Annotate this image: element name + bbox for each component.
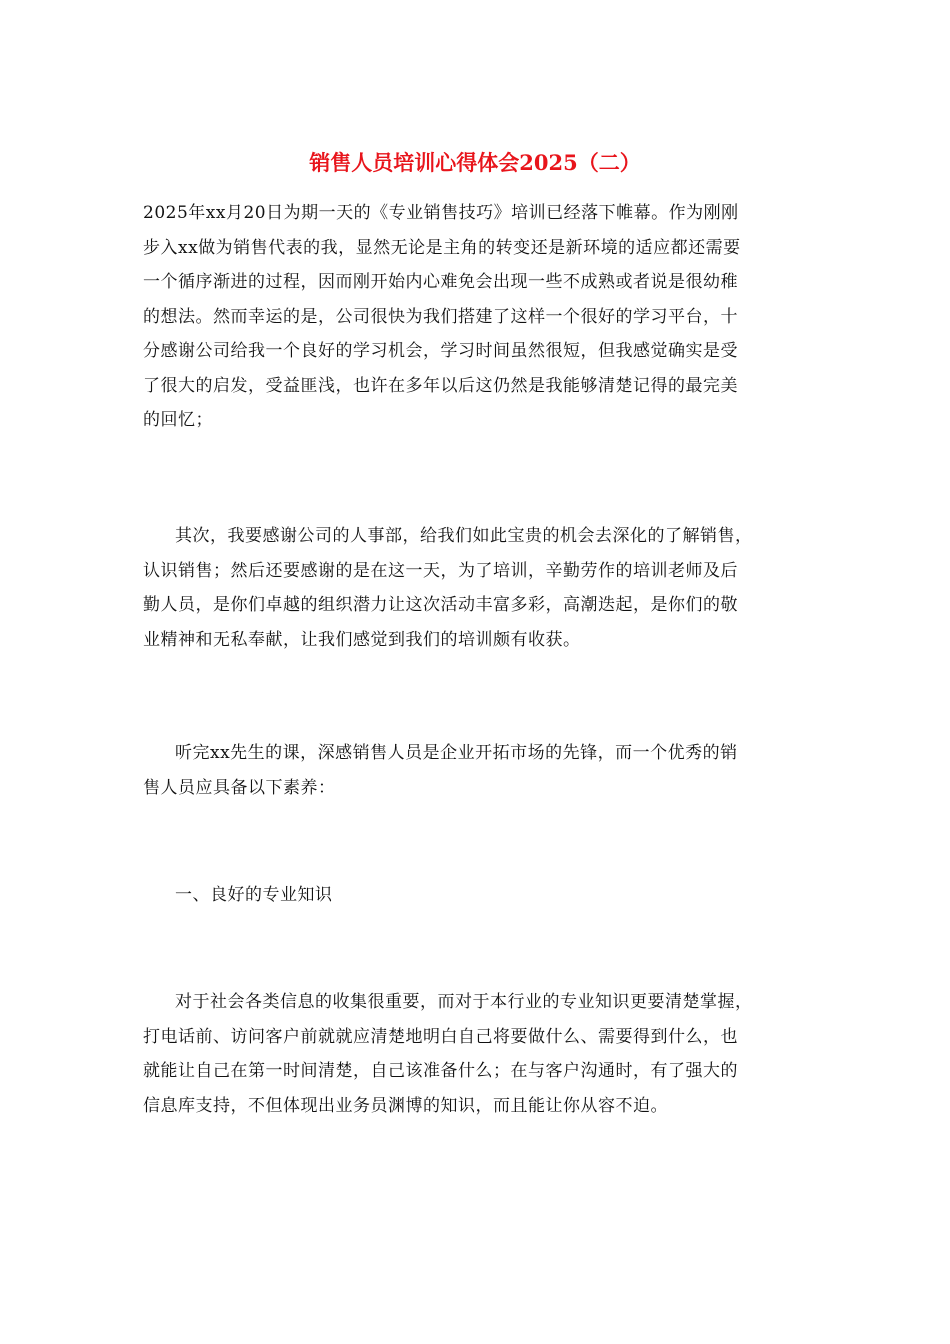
paragraph-line: 步入xx做为销售代表的我，显然无论是主角的转变还是新环境的适应都还需要 (143, 237, 741, 258)
paragraph-line: 对于社会各类信息的收集很重要，而对于本行业的专业知识更要清楚掌握， (175, 992, 753, 1012)
paragraph-line: 售人员应具备以下素养： (143, 777, 336, 798)
paragraph-line: 勤人员，是你们卓越的组织潜力让这次活动丰富多彩，高潮迭起，是你们的敬 (143, 595, 738, 615)
paragraph-thanks (143, 519, 803, 657)
paragraph-line: 打电话前、访问客户前就就应清楚地明白自己将要做什么、需要得到什么，也 (143, 1026, 738, 1047)
paragraph-line: 就能让自己在第一时间清楚，自己该准备什么；在与客户沟通时，有了强大的 (143, 1061, 738, 1081)
paragraph-line: 了很大的启发，受益匪浅，也许在多年以后这仍然是我能够清楚记得的最完美 (143, 375, 738, 396)
paragraph-knowledge (143, 985, 803, 1123)
paragraph-line: 的想法。然而幸运的是，公司很快为我们搭建了这样一个很好的学习平台，十 (143, 306, 738, 327)
paragraph-line: 听完xx先生的课，深感销售人员是企业开拓市场的先锋，而一个优秀的销 (175, 743, 738, 763)
paragraph-line: 认识销售；然后还要感谢的是在这一天，为了培训，辛勤劳作的培训老师及后 (143, 560, 738, 581)
paragraph-line: 2025年xx月20日为期一天的《专业销售技巧》培训已经落下帷幕。作为刚刚 (143, 203, 739, 223)
paragraph-line: 的回忆； (143, 410, 213, 430)
paragraph-line: 分感谢公司给我一个良好的学习机会，学习时间虽然很短，但我感觉确实是受 (143, 341, 738, 361)
paragraph-line: 一个循序渐进的过程，因而刚开始内心难免会出现一些不成熟或者说是很幼稚 (143, 272, 738, 292)
section-heading (143, 878, 803, 913)
paragraph-line: 其次，我要感谢公司的人事部，给我们如此宝贵的机会去深化的了解销售， (175, 526, 753, 546)
paragraph-line: 业精神和无私奉献，让我们感觉到我们的培训颇有收获。 (143, 629, 581, 650)
paragraph-intro (143, 196, 803, 438)
paragraph-line: 信息库支持，不但体现出业务员渊博的知识，而且能让你从容不迫。 (143, 1095, 668, 1116)
paragraph-lecture (143, 736, 803, 805)
document-title: 销售人员培训心得体会2025（二） (309, 150, 641, 175)
section-heading-text: 一、良好的专业知识 (175, 885, 333, 905)
